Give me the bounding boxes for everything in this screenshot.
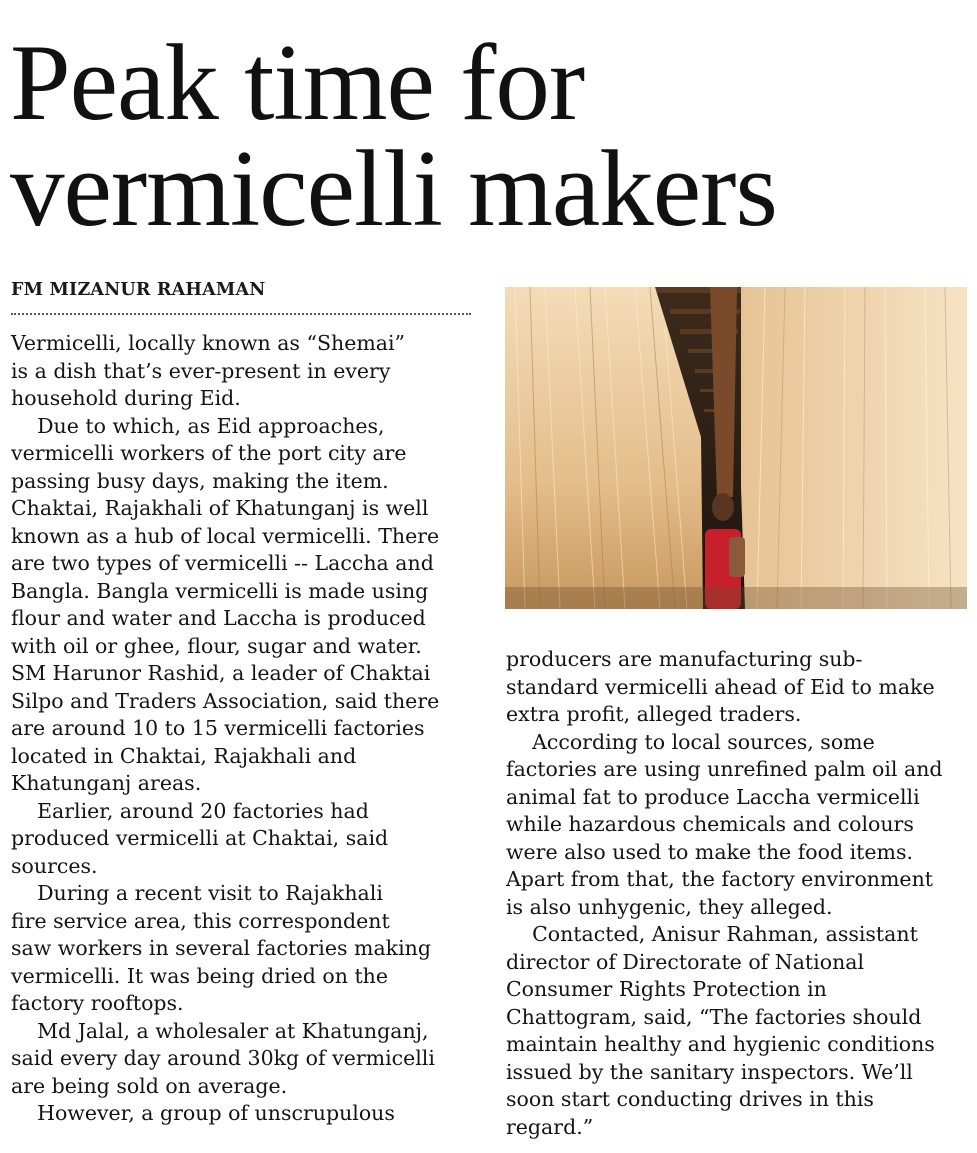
text-line: is also unhygenic, they alleged. [506, 894, 833, 919]
text-line: standard vermicelli ahead of Eid to make [506, 674, 935, 699]
article-paragraph [11, 1018, 481, 1101]
article-photo [505, 287, 967, 609]
text-line: extra profit, alleged traders. [506, 702, 802, 726]
byline: FM MIZANUR RAHAMAN [11, 280, 266, 300]
text-line: issued by the sanitary inspectors. We’ll [506, 1059, 913, 1084]
text-line: sources. [11, 853, 98, 878]
text-line: Earlier, around 20 factories had [11, 798, 369, 823]
text-line: Consumer Rights Protection in [506, 977, 827, 1001]
headline-line-2: vermicelli makers [10, 128, 777, 249]
text-line: passing busy days, making the item. [11, 468, 389, 493]
text-line: vermicelli workers of the port city are [11, 441, 407, 465]
text-line: saw workers in several factories making [11, 936, 431, 960]
article-paragraph [506, 921, 971, 1141]
text-line: fire service area, this correspondent [11, 908, 390, 933]
headline-line-1: Peak time for [10, 22, 585, 143]
text-line: is a dish that’s ever-present in every [11, 358, 391, 383]
text-line: were also used to make the food items. [506, 839, 914, 864]
article-paragraph [11, 413, 481, 798]
article-paragraph [11, 1100, 481, 1128]
text-line: vermicelli. It was being dried on the [11, 963, 389, 988]
text-line: with oil or ghee, flour, sugar and water. [11, 633, 422, 658]
article-column-left [11, 330, 481, 1128]
vermicelli-drying-image [505, 287, 967, 609]
text-line: are around 10 to 15 vermicelli factories [11, 716, 425, 740]
text-line: animal fat to produce Laccha vermicelli [506, 784, 920, 809]
text-line: SM Harunor Rashid, a leader of Chaktai [11, 661, 431, 685]
text-line: Contacted, Anisur Rahman, assistant [506, 922, 918, 946]
text-line: factories are using unrefined palm oil and [506, 757, 943, 781]
text-line: known as a hub of local vermicelli. There [11, 523, 440, 548]
text-line: Apart from that, the factory environment [506, 867, 934, 891]
text-line: Vermicelli, locally known as “Shemai” [11, 331, 406, 355]
text-line: Khatunganj areas. [11, 771, 202, 795]
text-line: During a recent visit to Rajakhali [11, 881, 383, 905]
text-line: producers are manufacturing sub- [506, 647, 863, 671]
text-line: Due to which, as Eid approaches, [11, 413, 385, 438]
text-line: said every day around 30kg of vermicelli [11, 1046, 435, 1070]
text-line: factory rooftops. [11, 991, 184, 1015]
byline-divider [11, 313, 471, 315]
text-line: flour and water and Laccha is produced [11, 606, 426, 630]
text-line: regard.” [506, 1114, 594, 1139]
text-line: Bangla. Bangla vermicelli is made using [11, 578, 429, 603]
text-line: household during Eid. [11, 386, 241, 410]
text-line: are two types of vermicelli -- Laccha and [11, 551, 434, 575]
article-paragraph [506, 729, 971, 922]
article-paragraph [11, 880, 481, 1018]
article-column-right [506, 646, 971, 1141]
text-line: are being sold on average. [11, 1073, 288, 1098]
text-line: soon start conducting drives in this [506, 1087, 874, 1111]
text-line: Chaktai, Rajakhali of Khatunganj is well [11, 496, 429, 520]
text-line: Silpo and Traders Association, said there [11, 688, 440, 713]
article-paragraph [11, 798, 481, 881]
text-line: Md Jalal, a wholesaler at Khatunganj, [11, 1018, 429, 1043]
text-line: maintain healthy and hygienic conditions [506, 1032, 935, 1056]
article-paragraph [506, 646, 971, 729]
text-line: Chattogram, said, “The factories should [506, 1004, 922, 1029]
article-paragraph [11, 330, 481, 413]
text-line: produced vermicelli at Chaktai, said [11, 826, 389, 850]
text-line: According to local sources, some [506, 729, 875, 754]
text-line: while hazardous chemicals and colours [506, 812, 914, 836]
text-line: director of Directorate of National [506, 949, 865, 974]
text-line: located in Chaktai, Rajakhali and [11, 743, 357, 768]
headline [10, 22, 970, 249]
text-line: However, a group of unscrupulous [11, 1101, 395, 1125]
